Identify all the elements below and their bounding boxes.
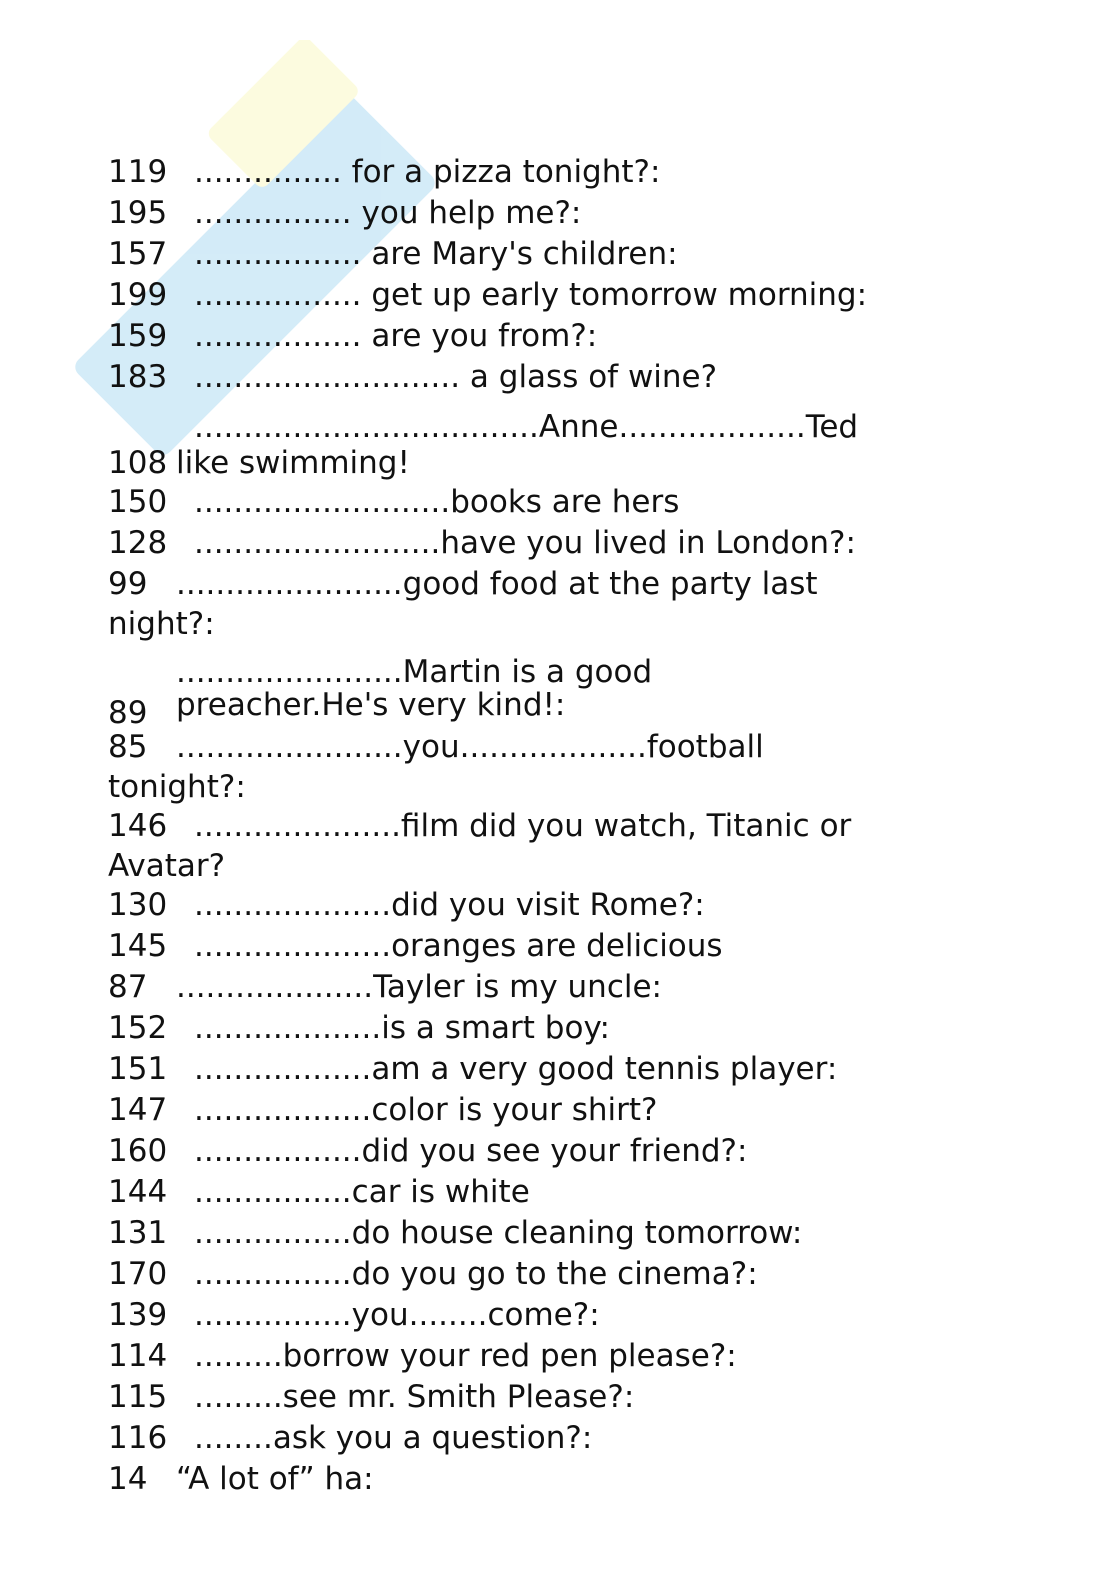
item-number: 157 [108, 236, 168, 272]
item-number: 128 [108, 525, 168, 561]
list-item [108, 275, 968, 315]
item-number: 147 [108, 1092, 168, 1128]
item-number: 99 [108, 566, 148, 602]
list-item [108, 1049, 968, 1089]
item-text: .........................have you lived in London?: [194, 525, 856, 561]
list-item [108, 1418, 968, 1458]
item-text: .......................you...................football [176, 729, 764, 765]
list-item [108, 357, 968, 397]
list-item [108, 409, 968, 481]
item-number: 145 [108, 928, 168, 964]
item-text: ....................Tayler is my uncle: [176, 969, 662, 1005]
list-item [108, 654, 968, 731]
item-text: ..................am a very good tennis player: [194, 1051, 838, 1087]
item-text: ................do you go to the cinema?: [194, 1256, 758, 1292]
list-item [108, 1008, 968, 1048]
item-number: 150 [108, 484, 168, 520]
item-number: 85 [108, 729, 148, 765]
item-text: “A lot of” ha: [176, 1461, 374, 1497]
item-text: preacher.He's very kind!: [176, 687, 566, 723]
list-item [108, 523, 968, 563]
item-number: 146 [108, 808, 168, 844]
item-text: ................. are Mary's children: [194, 236, 678, 272]
item-text: ..................color is your shirt? [194, 1092, 658, 1128]
item-number: 108 [108, 445, 168, 481]
item-text: ...................................Anne...................Ted [194, 409, 859, 445]
item-text: like swimming! [176, 445, 410, 481]
list-item [108, 152, 968, 192]
list-item [108, 727, 968, 806]
item-number: 170 [108, 1256, 168, 1292]
list-item [108, 1090, 968, 1130]
item-text: ................. get up early tomorrow morning: [194, 277, 868, 313]
item-number: 87 [108, 969, 148, 1005]
item-number: 14 [108, 1461, 148, 1497]
item-text: .........borrow your red pen please?: [194, 1338, 737, 1374]
list-item [108, 1336, 968, 1376]
item-number: 152 [108, 1010, 168, 1046]
item-text: ................ you help me?: [194, 195, 582, 231]
exercise-list [108, 152, 968, 1500]
list-item [108, 1254, 968, 1294]
list-item [108, 926, 968, 966]
item-text-continued: Avatar? [108, 848, 226, 884]
item-text: ..........................books are hers [194, 484, 680, 520]
item-number: 115 [108, 1379, 168, 1415]
list-item [108, 1295, 968, 1335]
item-text: .................did you see your friend?: [194, 1133, 748, 1169]
item-number: 151 [108, 1051, 168, 1087]
list-item [108, 967, 968, 1007]
item-number: 183 [108, 359, 168, 395]
list-item [108, 1131, 968, 1171]
item-text: .......................Martin is a good [176, 654, 653, 690]
item-text: ....................did you visit Rome?: [194, 887, 705, 923]
item-text: ................. are you from?: [194, 318, 598, 354]
list-item [108, 482, 968, 522]
item-text: ........................... a glass of wine? [194, 359, 718, 395]
list-item [108, 806, 968, 885]
item-number: 130 [108, 887, 168, 923]
item-number: 160 [108, 1133, 168, 1169]
item-text-continued: night?: [108, 606, 215, 642]
item-text: ................car is white [194, 1174, 530, 1210]
item-text: ................you........come?: [194, 1297, 600, 1333]
item-number: 89 [108, 695, 148, 731]
list-item [108, 1172, 968, 1212]
item-text: ................do house cleaning tomorrow: [194, 1215, 803, 1251]
item-text: .........see mr. Smith Please?: [194, 1379, 635, 1415]
item-text: ...................is a smart boy: [194, 1010, 610, 1046]
item-number: 144 [108, 1174, 168, 1210]
item-number: 159 [108, 318, 168, 354]
item-text: ....................oranges are delicious [194, 928, 723, 964]
list-item [108, 564, 968, 643]
item-text: ............... for a pizza tonight?: [194, 154, 661, 190]
item-number: 139 [108, 1297, 168, 1333]
item-text-continued: tonight?: [108, 769, 246, 805]
list-item [108, 1213, 968, 1253]
list-item [108, 316, 968, 356]
item-number: 195 [108, 195, 168, 231]
list-item [108, 234, 968, 274]
list-item [108, 885, 968, 925]
item-number: 114 [108, 1338, 168, 1374]
list-item [108, 1377, 968, 1417]
item-text: .......................good food at the party last [176, 566, 818, 602]
list-item [108, 1459, 968, 1499]
item-text: ........ask you a question?: [194, 1420, 593, 1456]
item-text: .....................film did you watch, Titanic or [194, 808, 852, 844]
list-item [108, 193, 968, 233]
item-number: 199 [108, 277, 168, 313]
item-number: 119 [108, 154, 168, 190]
item-number: 116 [108, 1420, 168, 1456]
item-number: 131 [108, 1215, 168, 1251]
